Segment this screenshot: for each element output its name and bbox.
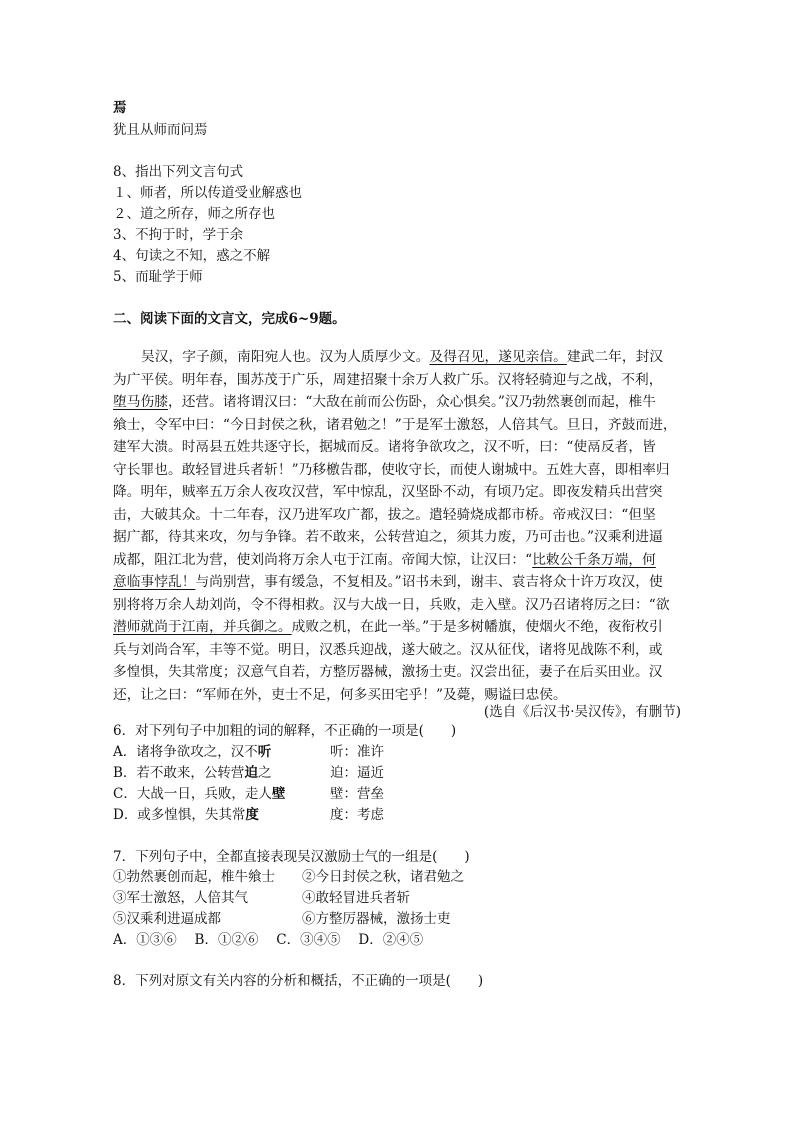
passage-text: 建武二年，封汉 bbox=[566, 349, 664, 365]
q7-item-6: ⑥方整厉器械，激扬士吏 bbox=[302, 911, 451, 927]
passage bbox=[113, 346, 683, 706]
section-heading: 二、阅读下面的文言文，完成6~9题。 bbox=[113, 311, 346, 327]
passage-row: 为广平侯。明年春，围苏茂于广乐，周建招聚十余万人救广乐。汉将轻骑迎与之战，不利， bbox=[113, 371, 663, 388]
q6-gloss-c: 壁：营垒 bbox=[330, 786, 384, 802]
q7-item-4: ④敢轻冒进兵者斩 bbox=[302, 890, 410, 906]
passage-row: 别将将万余人劫刘尚，令不得相救。汉与大战一日，兵败，走入壁。汉乃召诸将厉之曰：“欲 bbox=[113, 596, 670, 613]
underlined-sentence: 堕马伤膝 bbox=[113, 394, 168, 410]
q7-item-5: ⑤汉乘利进逼成都 bbox=[113, 911, 221, 927]
underlined-sentence: 意临事悖乱！ bbox=[113, 574, 196, 590]
passage-row bbox=[113, 549, 683, 572]
bold-word: 迫 bbox=[244, 765, 258, 781]
passage-row bbox=[113, 616, 683, 639]
q8-title: 8、指出下列文言句式 bbox=[113, 164, 244, 180]
passage-row: 据广都，待其来攻，勿与争锋。若不敢来，公转营迫之，须其力废，乃可击也。”汉乘利进逼 bbox=[113, 529, 663, 545]
option-text: D．或多惶惧，失其常 bbox=[113, 807, 246, 823]
q8-stem: 8．下列对原文有关内容的分析和概括，不正确的一项是( ) bbox=[113, 973, 484, 989]
q7-item-3: ③军士激怒，人倍其气 bbox=[113, 890, 248, 906]
passage-row: 还，让之曰：“军师在外，吏士不足，何多买田宅乎！”及薨，赐谥曰忠侯。 bbox=[113, 686, 567, 703]
passage-row: 击，大破其众。十二年春，汉乃进军攻广都，拔之。遣轻骑烧成都市桥。帝戒汉曰：“但坚 bbox=[113, 506, 656, 523]
underlined-sentence: 及得召见，遂见亲信。 bbox=[429, 349, 567, 365]
fragment-line: 犹且从师而问焉 bbox=[113, 122, 208, 138]
q7-item-2: ②今日封侯之秋，诸君勉之 bbox=[302, 869, 464, 885]
passage-text: 与尚别营，事有缓急，不复相及。”诏书未到，谢丰、袁吉将众十许万攻汉，使 bbox=[195, 574, 663, 590]
q8-item-4: 4、句读之不知，惑之不解 bbox=[113, 248, 271, 264]
passage-row bbox=[113, 571, 683, 594]
source-citation: (选自《后汉书·吴汉传》，有删节) bbox=[483, 704, 681, 720]
q6-option-d bbox=[113, 806, 259, 824]
passage-row: 降。明年，贼率五万余人夜攻汉营，军中惊乱，汉坚卧不动，有顷乃定。即夜发精兵出营突 bbox=[113, 484, 663, 500]
bold-word: 听 bbox=[257, 744, 272, 760]
passage-text: 成都，阻江北为营，使刘尚将万余人屯于江南。帝闻大惊，让汉曰：“ bbox=[113, 551, 533, 568]
q6-gloss-b: 迫：逼近 bbox=[330, 765, 384, 781]
underlined-sentence: 潜师就尚于江南，并兵御之。 bbox=[113, 619, 292, 635]
q6-gloss-a: 听：准许 bbox=[330, 744, 384, 760]
q8-item-2: ２、道之所存，师之所存也 bbox=[113, 206, 275, 222]
q7-stem: 7．下列句子中，全都直接表现吴汉激励士气的一组是( ) bbox=[113, 849, 470, 865]
q7-item-1: ①勃然裹创而起，椎牛飨士 bbox=[113, 869, 275, 885]
q6-gloss-d: 度：考虑 bbox=[330, 807, 384, 823]
passage-text: ，还营。诸将谓汉曰：“大敌在前而公伤卧，众心惧矣。”汉乃勃然裹创而起，椎牛 bbox=[167, 394, 657, 410]
q8-item-5: 5、而耻学于师 bbox=[113, 269, 203, 285]
underlined-sentence: 比敕公千条万端，何 bbox=[532, 551, 656, 568]
passage-row bbox=[113, 391, 683, 414]
q7-choices: A．①③⑥ B．①②⑥ C．③④⑤ D．②④⑤ bbox=[113, 932, 424, 948]
passage-text: 吴汉，字子颜，南阳宛人也。汉为人质厚少文。 bbox=[141, 349, 430, 365]
passage-row: 建军大溃。时鬲县五姓共逐守长，据城而反。诸将争欲攻之，汉不听，曰：“使鬲反者，皆 bbox=[113, 439, 656, 455]
bold-word: 度 bbox=[245, 807, 259, 823]
option-text: A．诸将争欲攻之，汉不 bbox=[113, 744, 258, 760]
q8-item-3: 3、不拘于时，学于余 bbox=[113, 227, 244, 243]
passage-text: 成败之机，在此一举。”于是多树幡旗，使烟火不绝，夜衔枚引 bbox=[291, 619, 663, 635]
fragment-heading: 焉 bbox=[113, 100, 127, 116]
q6-option-a bbox=[113, 743, 271, 761]
option-text: 之 bbox=[257, 765, 272, 781]
option-text: C．大战一日，兵败，走人 bbox=[113, 786, 272, 802]
q6-option-b bbox=[113, 764, 271, 782]
q8-item-1: １、师者，所以传道受业解惑也 bbox=[113, 185, 302, 201]
passage-row: 守长罪也。敢轻冒进兵者斩！”乃移檄告郡，使收守长，而使人谢城中。五姓大喜，即相率归 bbox=[113, 461, 670, 478]
bold-word: 壁 bbox=[271, 786, 286, 802]
passage-row bbox=[113, 346, 683, 369]
passage-row: 多惶惧，失其常度；汉意气自若，方整厉器械，激扬士吏。汉尝出征，妻子在后买田业。汉 bbox=[113, 664, 663, 680]
q6-option-c bbox=[113, 785, 285, 803]
option-text: B．若不敢来，公转营 bbox=[113, 765, 245, 781]
q6-stem: 6．对下列句子中加粗的词的解释，不正确的一项是( ) bbox=[113, 723, 457, 739]
passage-row: 飨士，令军中曰：“今日封侯之秋，诸君勉之！”于是军士激怒，人倍其气。旦日，齐鼓而进， bbox=[113, 416, 677, 433]
passage-row: 兵与刘尚合军，丰等不觉。明日，汉悉兵迎战，遂大破之。汉从征伐，诸将见战陈不利，或 bbox=[113, 641, 663, 658]
